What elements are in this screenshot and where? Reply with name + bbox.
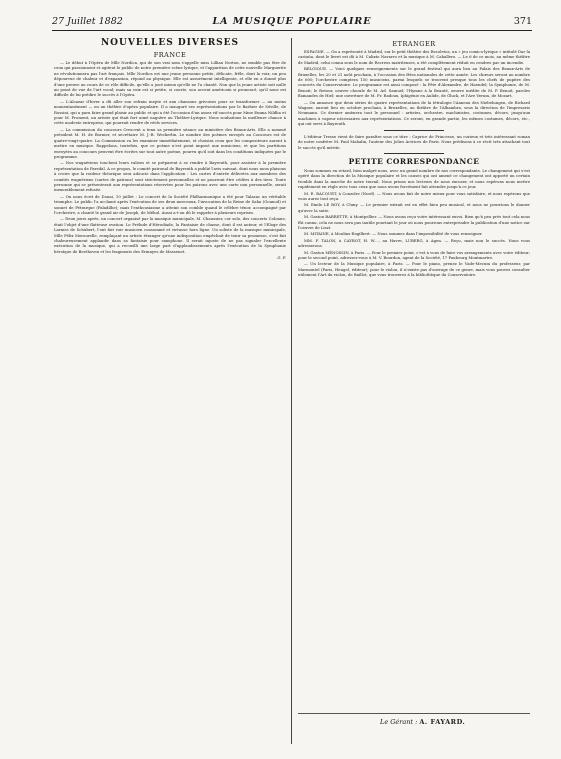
article-paragraph: — Deux jours après, un concert organisé par la musique municipale, M. Chaussier, cor solo, des concerts Colonne, était l'objet d'une flatteuse ovation. Le Prélude d'Hérodiade, la Fantaisie de chasse, dont il est auteur, et l'Eloge des Larmes de Schubert, l'ont fait voir musicien consommé et virtuose hors ligne. Un soliste de la musique municipale, Mlle Félix Morourelle, remplaçant un artiste étranger qu'une indisposition empêchait de tenir sa promesse, s'est fait chaleureusement applaudir dans sa fantaisie pour saxophone. Il serait injuste de ne pas signaler l'excellente exécution de la musique, qui a recueilli une large part d'applaudissements après l'exécution de la Symphonie héroïque de Beethoven et les fragments des Erinnyes de Massenet.	[54, 216, 286, 254]
gerant-line	[380, 718, 465, 726]
section-title-nouvelles: NOUVELLES DIVERSES	[100, 38, 240, 48]
page-header	[52, 16, 532, 30]
header-rule	[52, 30, 532, 31]
footer-rule	[298, 713, 530, 714]
correspondence-paragraph: MM. F. TALON, à CAYROT, H. W...., au Havre, LUBERG, à Agen. — Reçu, mais non le succès. Nous vous adresserons.	[298, 237, 530, 249]
correspondence-paragraph: Nous sommes en retard, bien malgré nous, avec un grand nombre de nos correspondants. Le changement qui s'est opéré dans la direction de la Musique populaire et les causes qui ont amené ce changement ont apporté un certain trouble dans la marche de notre travail. Nous prions nos lecteurs de nous excuser, et nous espérons nous mettre rapidement en règle avec tous ceux que nous avons forcément fait attendre jusqu'à ce jour.	[298, 167, 530, 190]
article-paragraph: — L'Alcazar d'hiver a dû aller son refrain inepte et aux chansons grivoises pour se transformer — au moins momentanément — en un théâtre d'opéra populaire. Il a inauguré ses représentations par le Barbier de Séville, de Rossini, qui a paru faire grand plaisir au public et qui a été l'occasion d'un assez vif succès pour Mme Emma Nildha et pour M. Froment, un artiste qui était fort aimé naguère au Théâtre-Lyrique. Nous souhaitons la meilleure chance à cette modeste entreprise, qui pourrait rendre de réels services.	[54, 98, 286, 126]
gerant-name: A. FAYARD.	[419, 718, 466, 726]
article-paragraph: ESPAGNE. — On a représenté à Madrid, sur le petit théâtre des Recoletos, un « jeu comico-lyrique » intitulé Dar la castaña, dont le livret est dû à M. Calixto Navarro et la musique à M. Caballero. — Le 6 de ce mois, au même théâtre de Madrid, celui connu sous le nom de Recreos matritenses, a été complètement réduit en cendres par un incendie.	[298, 49, 530, 65]
right-column	[298, 38, 530, 478]
header-title: LA MUSIQUE POPULAIRE	[212, 16, 372, 27]
publisher-notice: L'éditeur Tresse vient de faire paraître sous ce titre : Caprice de Princesse, un curieux et très intéressant roman de notre confrère M. Paul Mahalin, l'auteur des Jolies Actrices de Paris. Nous prédisons à ce récit très attachant tout le succès qu'il mérite.	[298, 133, 530, 150]
article-paragraph: — Le début à l'Opéra de Mlle Nordica, qui de son vrai nom s'appelle miss Lillian Norton, ne semble pas être de ceux qui passionnent et agitent le public de notre première scène lyrique, et l'apparition de cette nouvelle Marguerite ne révolutionnera pas l'art français. Mlle Nordica est une jeune personne petite, délicate, frêle, dont la voix, un peu dépourvue de chaleur et d'expansion, répond au physique. Elle est assurément intelligente, et elle en a donné plus d'une preuve au cours de ce rôle difficile, qu'elle a joué mieux qu'elle ne l'a chanté. Non que la jeune artiste soit nulle au point de vue de l'art vocal; mais sa voix est si petite, si courte, son accent américain si prononcé, qu'il nous est difficile de lui prédire le succès à l'Opéra.	[54, 60, 286, 98]
article-paragraph: — La commission du concours Crescent a tenu sa première séance au ministère des Beaux-Arts. Elle a nommé président M. H. de Bornier, et secrétaire M. J.-B. Weckerlin. Le nombre des poèmes envoyés au Concours est de quatre-vingt-quatre. La Commission va les examiner immédiatement, et choisira ceux que les compositeurs auront à mettre en musique. Rappelons, toutefois, que ce poème n'est point imposé aux musiciens, et que les partitions envoyées au concours peuvent être écrites sur tout autre poème, pourvu qu'il soit dans les conditions indiquées par le programme.	[54, 126, 286, 159]
column-divider	[291, 38, 292, 744]
separator-rule	[384, 153, 444, 154]
correspondence-paragraph: — Un lecteur de la Musique populaire, à Paris. — Pour le piano, prenez le Vade-Mecum du professeur, par Marmontel (Paris, Heugel, éditeur); pour le violon, il n'existe pas d'ouvrage de ce genre, mais vous pouvez consulter utilement l'Art du violon, de Baillot, que vous trouverez à la bibliothèque du Conservatoire.	[298, 261, 530, 278]
header-page-number: 371	[513, 16, 532, 27]
gerant-label: Le Gérant :	[380, 718, 418, 726]
article-paragraph: — On nous écrit de Douai, 10 juillet : Le concert de la Société Philharmonique a été pour Talazac un véritable triomphe. Le public l'a acclamé après l'exécution de ses deux morceaux, l'invocation de la Reine de Saba (Gounod) et sonnet de Pétrarque (Paladilhe); mais l'enthousiasme a atteint son comble quand le célèbre ténor, accompagné par l'orchestre, a chanté le grand air de Joseph, de Méhul. Aussi a-t-on dû le rappeler à plusieurs reprises.	[54, 193, 286, 215]
section-title-etranger: ETRANGER	[392, 40, 436, 48]
correspondence-paragraph: M. MITAINE, à Moulins-Engilbert. — Nous sommes dans l'impossibilité de vous renseigner.	[304, 231, 483, 237]
article-signature: G. F.	[277, 255, 286, 261]
article-paragraph: BELGIQUE. — Voici quelques renseignements sur le grand festival qui aura lieu au Palais des Beaux-Arts de Bruxelles, les 20 et 21 août prochain, à l'occasion des fêtes nationales de cette année. Les chœurs seront au nombre de 600; l'orchestre comptera 150 musiciens, parmi lesquels se trouvent presque tous les chefs de pupitre des concerts du Conservatoire. Le programme est ainsi composé : la Fête d'Alexandre, de Haendel; la Symphonie, de M. Benoit; le Retour, oeuvre chorale de M. Ad. Samuel; l'Hymne à la Beauté, oeuvre inédite de M. P. Benoit, paroles flamandes de Hiel; une ouverture de M. Fr. Radoux, Iphigénie en Aulide, de Gluck, et l'Ave Verum, de Mozart.	[298, 66, 530, 99]
correspondence-paragraph: M. Gaston MÉNOSSIN, à Paris. — Pour le premier point, c'est à vous de faire vos arrangements avec votre éditeur; pour le second point, adressez-vous à M. V. Bourdon, agent de la Société, 17 Faubourg Montmartre.	[298, 249, 530, 260]
correspondence-paragraph: M. E. BACQUET, à Conzolre (Nord). — Nous avons fait de notre mieux pour vous satisfaire, et nous espérons que vous aurez tout reçu.	[298, 190, 530, 201]
header-date: 27 Juillet 1882	[52, 16, 123, 27]
article-paragraph: — Nos wagnériens touchent leurs valises et se préparent à se rendre à Bayreuth, pour assister à la première représentation de Parsifal. A ce propos, le comité patronal de Bayreuth a publié l'avis suivant, dont nous nous plaisons à croire que la roideur théorique sera adoucie dans l'application : Les cartes d'entrée délivrées aux membres des comités wagnériens (cartes de patrons) sont strictement personnelles et ne pourront être cédées à des tiers. Toute personne qui se présenterait aux représentations réservées pour les patrons avec une carte non personnelle, serait inexorablement refusée.	[54, 160, 286, 193]
subsection-france: FRANCE	[153, 51, 187, 59]
article-paragraph: — On annonce que deux séries de quatre représentations de la tétralogie l'Anneau des Niebelungen, de Richard Wagner, auront lieu en octobre prochain, à Bruxelles, au théâtre de l'Alhambra, sous la direction de l'impresario Neumann. Ce dernier amènera tout le personnel : artistes, orchestre, machinistes, costumes, décors, jusqu'aux machines à vapeur nécessaires aux représentations. Ce seront, en grande partie, les mêmes costumes, décors, etc., qui ont servi à Bayreuth.	[298, 99, 530, 127]
left-column	[54, 38, 286, 744]
correspondence-paragraph: M. Gaston BARRETTE, à Montpellier. — Nous avons reçu votre intéressant envoi. Bien qu'à peu près tout cela nous fût connu, cela ne nous sera pas inutile pourtant le jour où nous pourrons entreprendre la publication d'une notice sur l'oeuvre de Liszt.	[298, 214, 530, 230]
correspondence-paragraph: M. Emile LE ROY, à Cluny. — Le premier extrait est en effet bien peu musical, et nous ne pourrions le donner qu'avec la suite.	[298, 202, 530, 213]
section-title-correspondance: PETITE CORRESPONDANCE	[348, 156, 480, 166]
separator-rule	[384, 130, 444, 131]
